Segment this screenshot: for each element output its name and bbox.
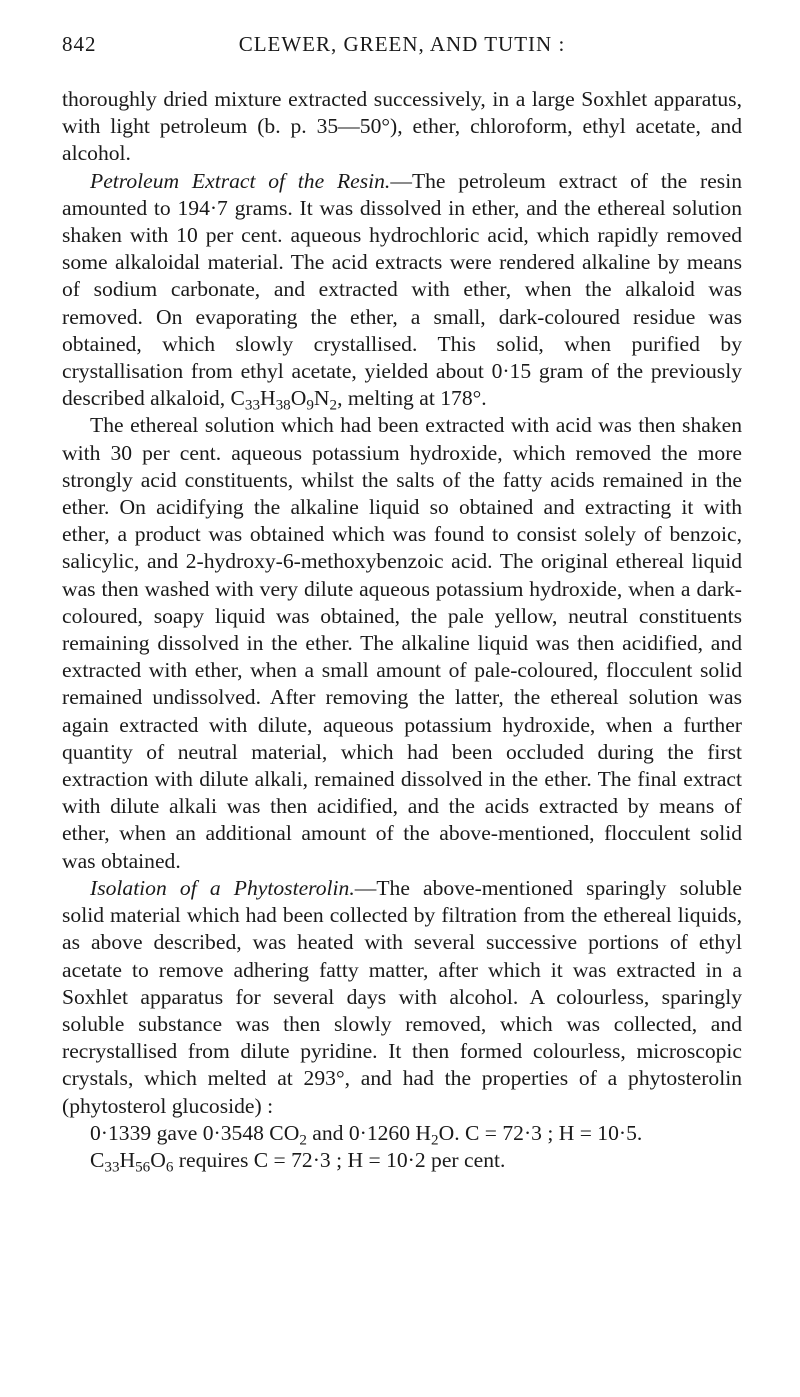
formula-part: N	[313, 386, 330, 411]
page-number: 842	[62, 32, 97, 56]
analysis-result-line	[62, 1120, 742, 1147]
section-heading-phytosterolin: Isolation of a Phytosterolin.	[90, 875, 355, 900]
subscript: 2	[431, 1132, 439, 1149]
analysis-text: 0·1339 gave 0·3548 CO	[90, 1120, 300, 1145]
paragraph-petroleum-extract	[62, 168, 742, 413]
subscript: 2	[299, 1132, 307, 1149]
formula-part: H	[119, 1147, 136, 1172]
subscript: 9	[306, 397, 314, 414]
subscript: 2	[329, 397, 338, 414]
analysis-text: and 0·1260 H	[306, 1120, 432, 1145]
formula-part: H	[260, 386, 276, 411]
formula-part: O	[290, 386, 307, 411]
analysis-text: requires C = 72·3 ; H = 10·2 per cent.	[173, 1147, 506, 1172]
subscript: 56	[135, 1159, 151, 1176]
formula-part: O	[150, 1147, 166, 1172]
paragraph-ethereal-solution: The ethereal solution which had been extracted with acid was then shaken with 30 per cent. aqueous potassium hydroxide, which removed the more strongly acid constituents, whilst the salts of the fatty acids remained in the ether. On acidifying the alkaline liquid so obtained and extracting it with ether, a product was obtained which was found to consist solely of benzoic, salicylic, and 2-hydroxy-6-methoxybenzoic acid. The original ethereal liquid was then washed with very dilute aqueous potassium hydroxide, when a dark-coloured, soapy liquid was obtained, the pale yellow, neutral constituents remaining dissolved in the ether. The alkaline liquid was then acidified, and extracted with ether, when a small amount of pale-coloured, flocculent solid remained undissolved. After removing the latter, the ethereal solution was again extracted with dilute, aqueous potassium hydroxide, when a further quantity of neutral material, which had been occluded during the first extraction with dilute alkali, remained dissolved in the ether. The final extract with dilute alkali was then acidified, and the acids extracted by means of ether, when an additional amount of the above-mentioned, flocculent solid was obtained.	[62, 413, 742, 873]
paragraph-text: —The petroleum extract of the resin amounted to 194·7 grams. It was dissolved in ether, and the ethereal solution shaken with 10 per cent. aqueous hydrochloric acid, which rapidly removed some alkaloidal material. The acid extracts were rendered alkaline by means of sodium carbonate, and extracted with ether, when the alkaloid was removed. On evaporating the ether, a small, dark-coloured residue was obtained, which slowly crystallised. This solid, when purified by crystallisation from ethyl acetate, yielded about 0·15 gram of the previously described alkaloid, C	[62, 168, 742, 411]
section-heading-petroleum: Petroleum Extract of the Resin.	[90, 168, 391, 193]
analysis-requirement-line	[62, 1147, 742, 1174]
subscript: 6	[165, 1159, 174, 1176]
paragraph-text: —The above-mentioned sparingly soluble solid material which had been collected by filtration from the ethereal liquids, as above described, was heated with several successive portions of ethyl acetate to remove adhering fatty matter, after which it was extracted in a Soxhlet apparatus for several days with alcohol. A colourless, sparingly soluble substance was then slowly removed, which was collected, and recrystallised from dilute pyridine. It then formed colourless, microscopic crystals, which melted at 293°, and had the properties of a phytosterolin (phytosterol glucoside) :	[62, 875, 742, 1118]
running-header	[62, 32, 742, 62]
body-text	[62, 86, 742, 1174]
subscript: 33	[244, 397, 261, 414]
paragraph-text: , melting at 178°.	[337, 386, 487, 411]
running-title: CLEWER, GREEN, AND TUTIN :	[238, 32, 566, 56]
subscript: 33	[104, 1159, 120, 1176]
paragraph-phytosterolin	[62, 875, 742, 1120]
formula-part: C	[90, 1147, 105, 1172]
analysis-text: O. C = 72·3 ; H = 10·5.	[438, 1120, 643, 1145]
paragraph-1: thoroughly dried mixture extracted successively, in a large Soxhlet apparatus, with light petroleum (b. p. 35—50°), ether, chloroform, ethyl acetate, and alcohol.	[62, 87, 742, 166]
subscript: 38	[275, 397, 291, 414]
